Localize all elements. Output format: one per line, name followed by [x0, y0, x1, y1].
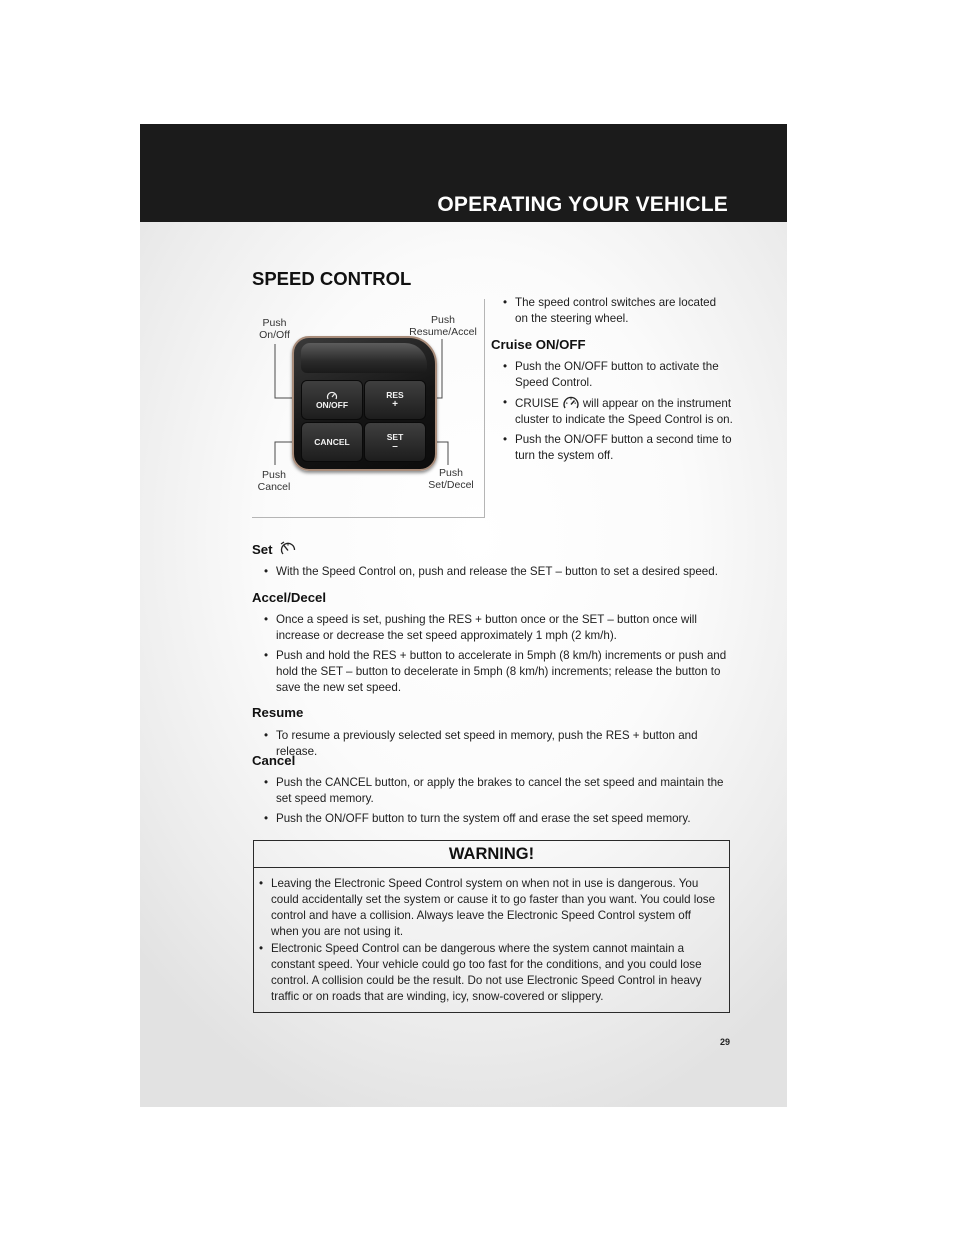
accel-decel-heading: Accel/Decel	[252, 590, 327, 605]
cruise-onoff-heading: Cruise ON/OFF	[491, 337, 586, 352]
list-item: • Once a speed is set, pushing the RES + button once or the SET – button once will increase or decrease the set speed approximately 1 mph (2 km/h).	[264, 612, 730, 644]
callout-onoff-line1: Push	[262, 317, 287, 329]
callout-cancel	[255, 469, 293, 493]
warning-body	[254, 868, 729, 1005]
cancel-switch	[301, 422, 363, 462]
list-item: • Push the ON/OFF button a second time to turn the system off.	[503, 432, 734, 464]
set-switch	[364, 422, 426, 462]
switch-pad	[292, 336, 437, 471]
callout-resume	[405, 314, 481, 338]
cruise-bullet-rest: will appear on the instrument cluster to indicate the Speed Control is on.	[515, 397, 733, 426]
callout-set-line1: Push	[439, 467, 463, 479]
list-item: • With the Speed Control on, push and release the SET – button to set a desired speed.	[264, 564, 730, 580]
callout-cancel-line2: Cancel	[257, 481, 291, 493]
callout-set	[426, 467, 476, 491]
list-item: • Push the ON/OFF button to activate the Speed Control.	[503, 359, 734, 391]
list-item: • Push and hold the RES + button to accelerate in 5mph (8 km/h) increments or push and hold the SET – button to decelerate in 5mph (8 km/h) increments; release the button to save the new set speed.	[264, 648, 730, 696]
list-item: • Electronic Speed Control can be dangerous where the system cannot maintain a constant speed. Your vehicle could go too fast for the conditions, and you could lose control. A collision could be the result. Do not use Electronic Speed Control in heavy traffic or on roads that are winding, icy, snow-covered or slippery.	[259, 941, 721, 1005]
callout-onoff	[256, 317, 293, 341]
set-switch-sign: –	[392, 441, 398, 452]
warning-title: WARNING!	[254, 841, 729, 868]
cancel-switch-label: CANCEL	[314, 436, 350, 447]
speedometer-icon	[562, 395, 580, 411]
switch-pad-top	[301, 343, 427, 373]
cruise-onoff-bullets	[503, 359, 734, 468]
section-title: OPERATING YOUR VEHICLE	[437, 193, 728, 216]
accel-decel-bullets	[264, 612, 730, 700]
list-item: • Push the ON/OFF button to turn the system off and erase the set speed memory.	[264, 811, 730, 827]
set-bullets	[264, 564, 730, 584]
speedometer-icon	[326, 391, 338, 401]
res-switch-sign: +	[392, 399, 398, 410]
page-title: SPEED CONTROL	[252, 268, 412, 289]
warning-box	[253, 840, 730, 1013]
set-heading	[252, 541, 297, 557]
intro-bullets	[503, 295, 732, 331]
set-switch-label: SET	[386, 432, 404, 442]
callout-resume-line2: Resume/Accel	[409, 326, 477, 338]
set-speed-icon	[279, 541, 297, 557]
resume-bullets	[264, 728, 730, 764]
set-heading-label: Set	[252, 541, 273, 557]
cancel-bullets	[264, 775, 730, 831]
res-switch-label: RES	[386, 390, 404, 400]
callout-onoff-line2: On/Off	[259, 329, 290, 341]
callout-resume-line1: Push	[431, 314, 455, 326]
list-item: • To resume a previously selected set speed in memory, push the RES + button and release.	[264, 728, 730, 760]
resume-heading: Resume	[252, 705, 304, 720]
speed-control-switch-figure	[252, 299, 485, 518]
cruise-word: CRUISE	[515, 397, 559, 410]
cancel-heading: Cancel	[252, 753, 296, 768]
list-item: • Leaving the Electronic Speed Control system on when not in use is dangerous. You could accidentally set the system or cause it to go faster than you want. You could lose control and have a collision. Always leave the Electronic Speed Control system off when you are not using it.	[259, 876, 721, 940]
header-band	[140, 124, 787, 222]
page-number: 29	[720, 1037, 731, 1047]
manual-page	[140, 124, 787, 1107]
callout-set-line2: Set/Decel	[428, 479, 474, 491]
onoff-switch	[301, 380, 363, 420]
list-item: • Push the CANCEL button, or apply the brakes to cancel the set speed and maintain the set speed memory.	[264, 775, 730, 807]
list-item	[503, 395, 734, 428]
res-switch	[364, 380, 426, 420]
onoff-switch-label: ON/OFF	[315, 399, 349, 410]
list-item: • The speed control switches are located on the steering wheel.	[503, 295, 732, 327]
callout-cancel-line1: Push	[262, 469, 286, 481]
